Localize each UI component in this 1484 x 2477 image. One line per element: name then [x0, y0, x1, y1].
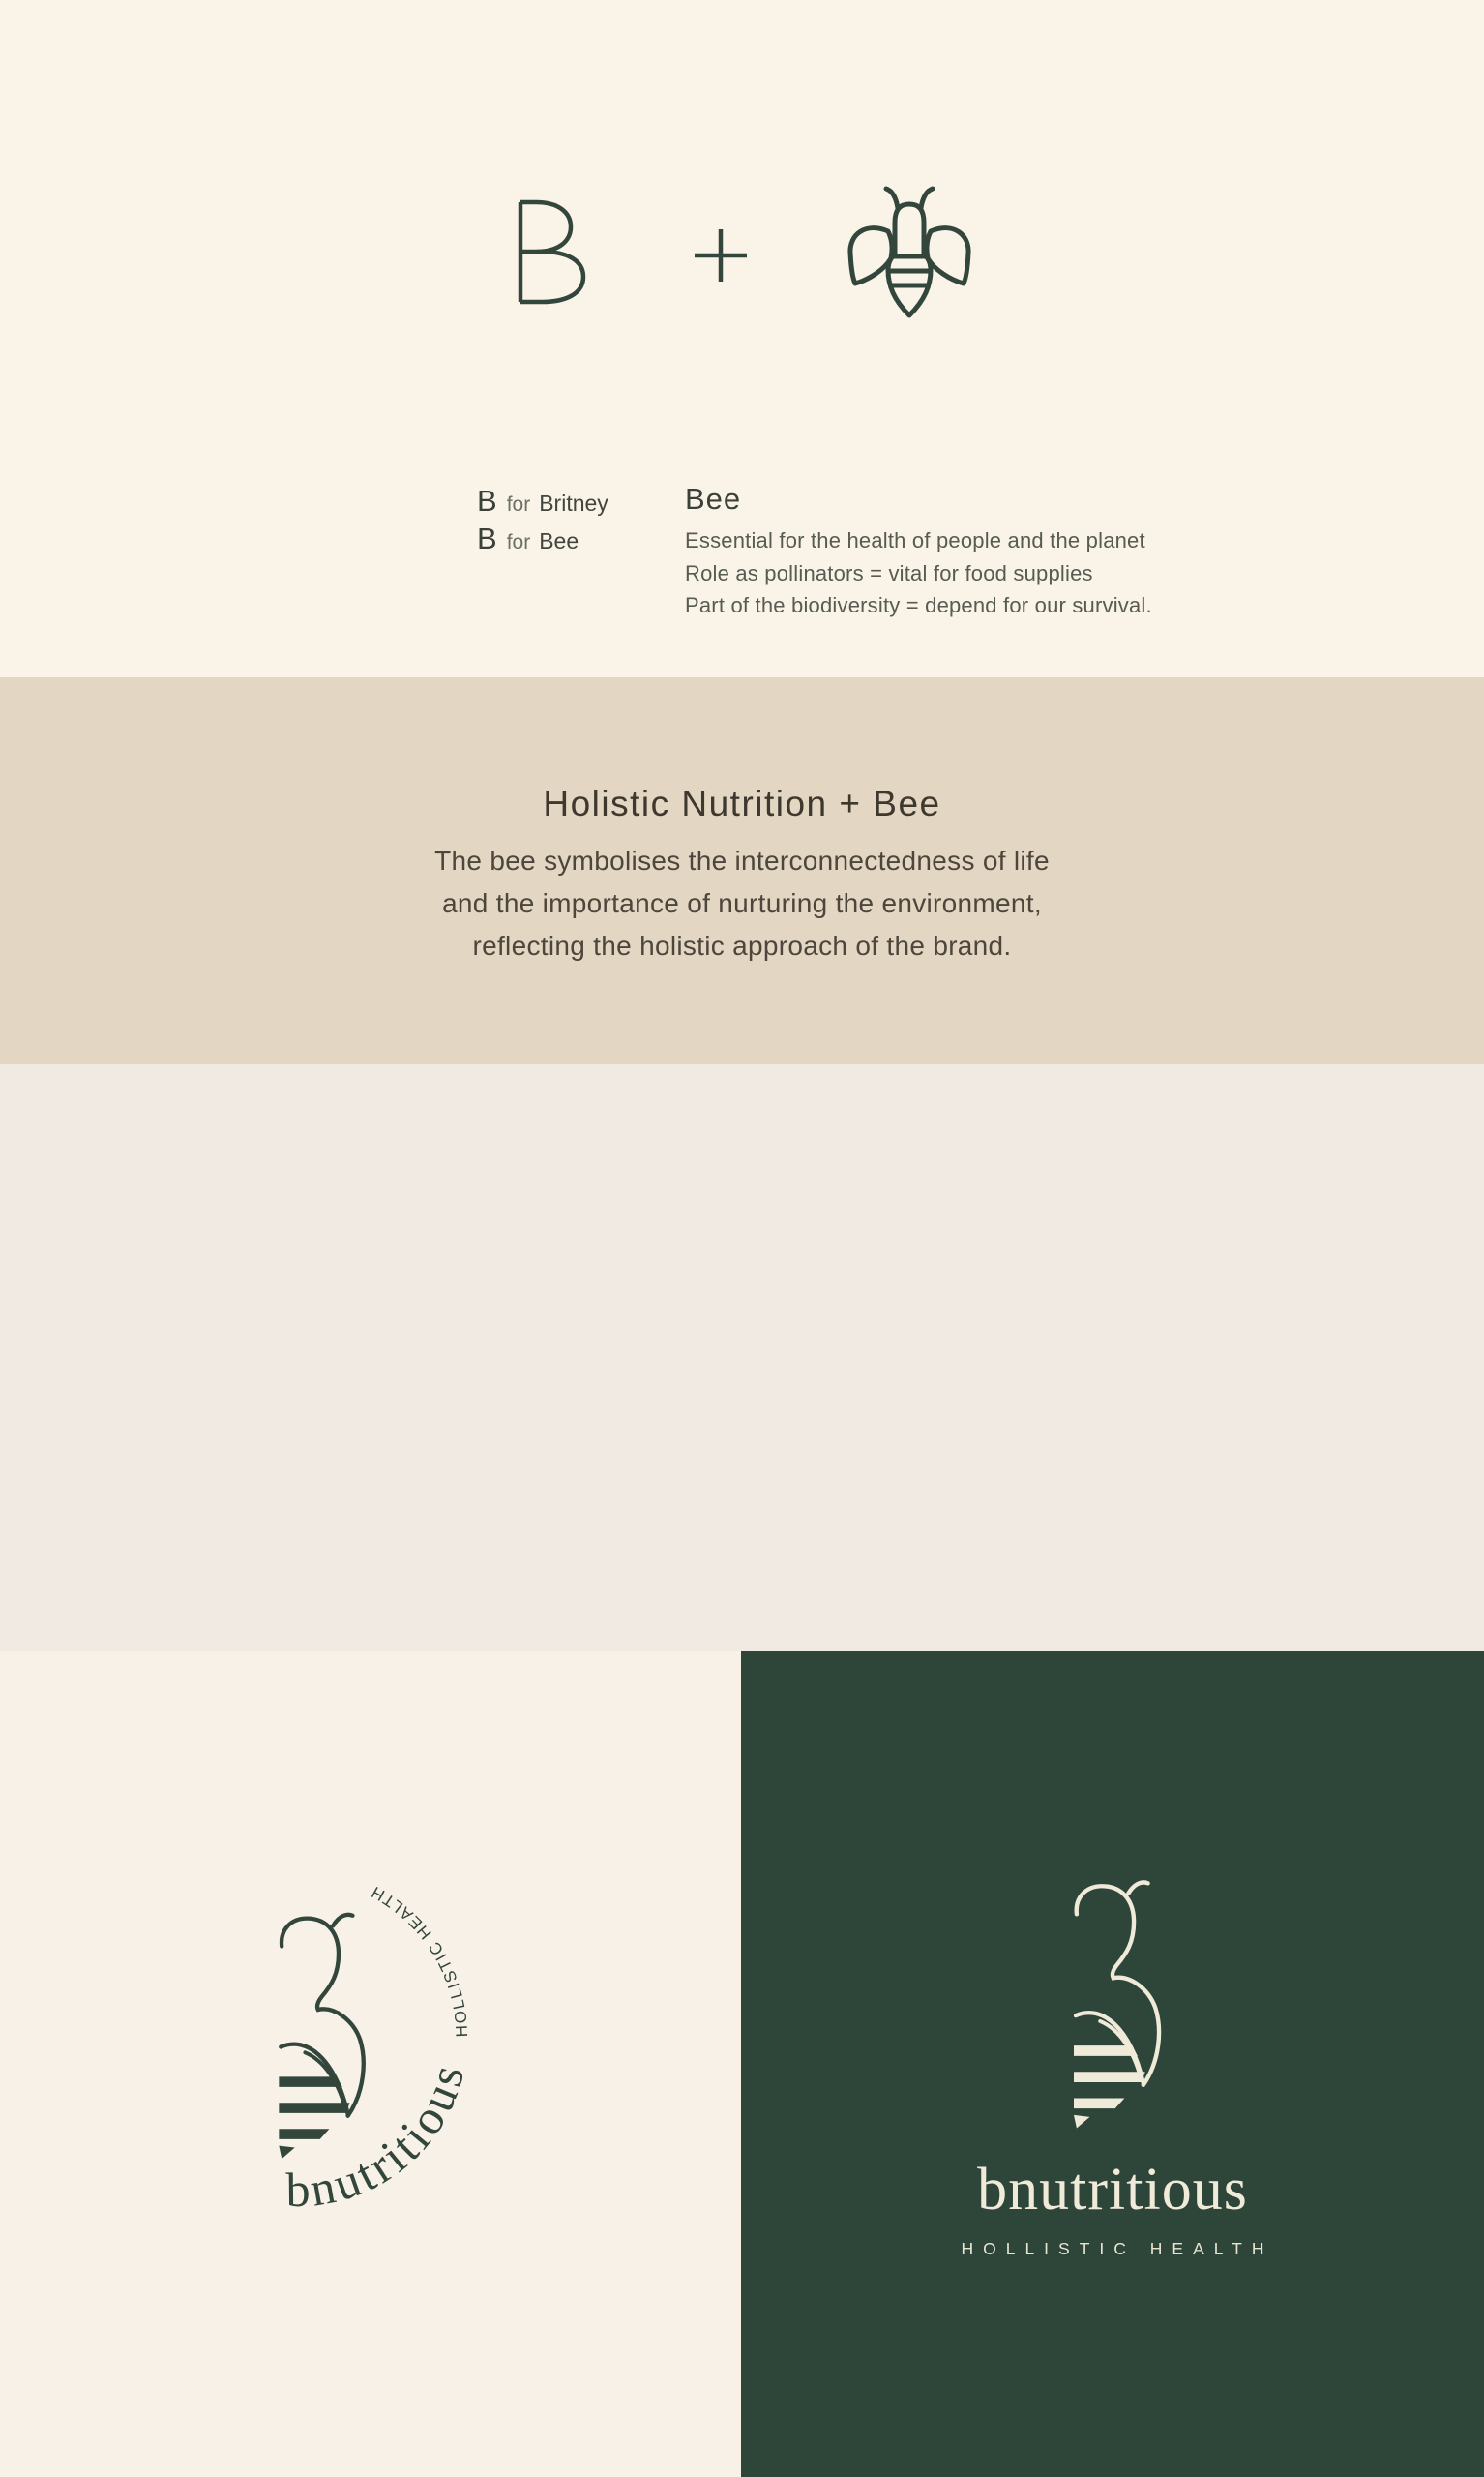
concept-heading: Holistic Nutrition + Bee — [543, 784, 941, 823]
badge-logo — [135, 1819, 638, 2361]
bee-block-title: Bee — [685, 482, 742, 516]
letter-b: B — [477, 522, 498, 555]
section-construction — [0, 1064, 1484, 1651]
meaning-britney: Britney — [539, 491, 608, 516]
bee-fact-line: Essential for the health of people and the planet — [685, 528, 1145, 552]
panel-tagline: HOLLISTIC HEALTH — [961, 2239, 1274, 2258]
panel-logo — [741, 1651, 1484, 2477]
badge-bee-mark — [279, 1915, 363, 2159]
badge-wordmark-curved: bnutritious — [285, 2056, 476, 2218]
letter-meaning-row — [477, 484, 608, 519]
plus-icon — [695, 229, 747, 282]
bee-icon — [849, 189, 969, 316]
bee-fact-line: Role as pollinators = vital for food supplies — [685, 561, 1093, 585]
letter-b: B — [477, 484, 498, 518]
for-label: for — [506, 493, 531, 516]
bee-fact-line: Part of the biodiversity = depend for our survival. — [685, 593, 1152, 617]
letter-b-graphic — [517, 200, 584, 304]
letter-meaning-row — [477, 522, 579, 556]
panel-bee-mark — [1074, 1882, 1159, 2128]
badge-tagline-curved: HOLLISTIC HEALTH — [366, 1881, 472, 2038]
concept-line: and the importance of nurturing the environment, — [442, 888, 1042, 918]
meaning-bee: Bee — [539, 528, 579, 553]
section-intro — [0, 0, 1484, 677]
concept-line: The bee symbolises the interconnectedness of life — [434, 846, 1050, 876]
svg-text:HOLLISTIC HEALTH — [367, 1882, 471, 2038]
concept-line: reflecting the holistic approach of the brand. — [472, 931, 1012, 961]
for-label: for — [506, 531, 531, 553]
panel-wordmark: bnutritious — [977, 2157, 1248, 2223]
